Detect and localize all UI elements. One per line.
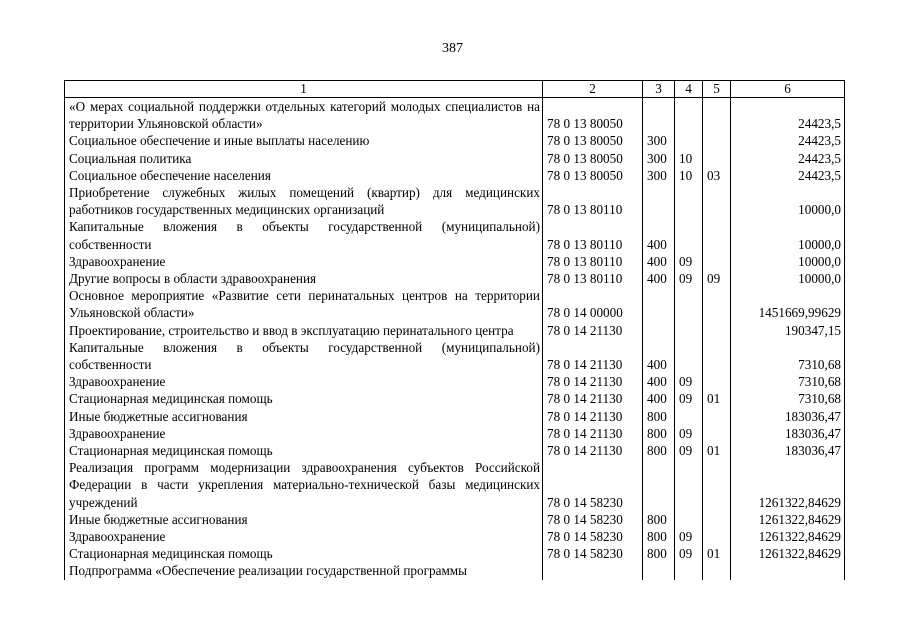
row-col-5 <box>703 132 731 149</box>
table-row <box>65 390 845 407</box>
table-row <box>65 167 845 184</box>
row-col-3: 800 <box>643 442 675 459</box>
row-name: Основное мероприятие «Развитие сети перинатальных центров на территории Ульяновской области» <box>65 287 543 321</box>
column-header-6: 6 <box>731 81 845 98</box>
row-amount: 190347,15 <box>731 322 845 339</box>
row-name: Проектирование, строительство и ввод в эксплуатацию перинатального центра <box>65 322 543 339</box>
row-col-3: 800 <box>643 511 675 528</box>
row-code: 78 0 13 80110 <box>543 218 643 252</box>
column-header-3: 3 <box>643 81 675 98</box>
row-code: 78 0 14 58230 <box>543 459 643 511</box>
row-code: 78 0 13 80050 <box>543 150 643 167</box>
row-col-3 <box>643 98 675 133</box>
row-col-4: 10 <box>675 150 703 167</box>
budget-table <box>64 80 845 580</box>
table-row <box>65 98 845 133</box>
row-col-5 <box>703 218 731 252</box>
row-col-4: 09 <box>675 270 703 287</box>
row-code: 78 0 14 00000 <box>543 287 643 321</box>
row-name: Социальное обеспечение и иные выплаты населению <box>65 132 543 149</box>
row-code: 78 0 14 58230 <box>543 528 643 545</box>
row-code: 78 0 14 58230 <box>543 545 643 562</box>
row-amount <box>731 562 845 579</box>
row-col-4 <box>675 98 703 133</box>
row-amount: 24423,5 <box>731 167 845 184</box>
row-col-4 <box>675 132 703 149</box>
column-header-1: 1 <box>65 81 543 98</box>
row-col-5 <box>703 287 731 321</box>
row-col-5 <box>703 511 731 528</box>
row-code: 78 0 14 21130 <box>543 425 643 442</box>
row-col-3 <box>643 184 675 218</box>
row-col-5: 03 <box>703 167 731 184</box>
row-code: 78 0 14 21130 <box>543 442 643 459</box>
row-code: 78 0 14 21130 <box>543 390 643 407</box>
row-code: 78 0 14 21130 <box>543 373 643 390</box>
row-amount: 24423,5 <box>731 132 845 149</box>
row-col-4 <box>675 184 703 218</box>
row-amount: 10000,0 <box>731 270 845 287</box>
row-code: 78 0 13 80050 <box>543 167 643 184</box>
row-col-5 <box>703 184 731 218</box>
row-col-5 <box>703 425 731 442</box>
row-name: Стационарная медицинская помощь <box>65 390 543 407</box>
row-amount: 24423,5 <box>731 98 845 133</box>
row-code: 78 0 14 58230 <box>543 511 643 528</box>
column-header-4: 4 <box>675 81 703 98</box>
row-col-5 <box>703 408 731 425</box>
row-col-4 <box>675 562 703 579</box>
row-col-3: 800 <box>643 425 675 442</box>
row-col-3: 400 <box>643 373 675 390</box>
row-name: Социальная политика <box>65 150 543 167</box>
row-col-5: 09 <box>703 270 731 287</box>
page-number: 387 <box>442 41 463 56</box>
table-row <box>65 287 845 321</box>
row-col-3: 300 <box>643 150 675 167</box>
row-col-5 <box>703 373 731 390</box>
table-row <box>65 218 845 252</box>
row-col-3: 400 <box>643 218 675 252</box>
row-amount: 183036,47 <box>731 425 845 442</box>
row-amount: 7310,68 <box>731 373 845 390</box>
row-amount: 1261322,84629 <box>731 511 845 528</box>
row-col-4 <box>675 511 703 528</box>
row-col-4 <box>675 459 703 511</box>
table-header-row <box>65 81 845 98</box>
row-col-4: 09 <box>675 425 703 442</box>
row-col-4 <box>675 339 703 373</box>
row-name: Приобретение служебных жилых помещений (квартир) для медицинских работников государственных медицинских организаций <box>65 184 543 218</box>
row-col-3 <box>643 287 675 321</box>
row-name: Стационарная медицинская помощь <box>65 545 543 562</box>
row-col-3: 800 <box>643 545 675 562</box>
row-col-5: 01 <box>703 442 731 459</box>
row-col-3: 400 <box>643 390 675 407</box>
row-col-3: 400 <box>643 270 675 287</box>
row-name: Здравоохранение <box>65 425 543 442</box>
row-col-3: 800 <box>643 408 675 425</box>
row-col-5 <box>703 339 731 373</box>
row-col-5 <box>703 528 731 545</box>
row-col-3: 800 <box>643 528 675 545</box>
row-col-5: 01 <box>703 390 731 407</box>
row-name: Здравоохранение <box>65 253 543 270</box>
row-name: Капитальные вложения в объекты государственной (муниципальной) собственности <box>65 339 543 373</box>
table-row <box>65 459 845 511</box>
row-code: 78 0 13 80050 <box>543 132 643 149</box>
row-col-5 <box>703 98 731 133</box>
row-col-3 <box>643 322 675 339</box>
table-row <box>65 132 845 149</box>
row-col-5: 01 <box>703 545 731 562</box>
row-amount: 10000,0 <box>731 253 845 270</box>
row-code <box>543 562 643 579</box>
row-col-4: 09 <box>675 253 703 270</box>
row-col-4: 09 <box>675 390 703 407</box>
row-name: Капитальные вложения в объекты государственной (муниципальной) собственности <box>65 218 543 252</box>
row-name: Здравоохранение <box>65 528 543 545</box>
row-code: 78 0 13 80110 <box>543 184 643 218</box>
row-col-5 <box>703 322 731 339</box>
row-amount: 183036,47 <box>731 408 845 425</box>
table-row <box>65 322 845 339</box>
row-name: «О мерах социальной поддержки отдельных категорий молодых специалистов на территории Ульяновской области» <box>65 98 543 133</box>
table-row <box>65 528 845 545</box>
row-amount: 1451669,99629 <box>731 287 845 321</box>
row-col-3 <box>643 562 675 579</box>
row-amount: 7310,68 <box>731 390 845 407</box>
row-amount: 1261322,84629 <box>731 459 845 511</box>
row-name: Иные бюджетные ассигнования <box>65 408 543 425</box>
row-col-4: 09 <box>675 373 703 390</box>
row-col-5 <box>703 253 731 270</box>
row-col-4: 10 <box>675 167 703 184</box>
row-col-3: 400 <box>643 253 675 270</box>
row-col-4 <box>675 287 703 321</box>
table-row <box>65 253 845 270</box>
row-amount: 1261322,84629 <box>731 545 845 562</box>
row-col-4 <box>675 408 703 425</box>
table-row <box>65 511 845 528</box>
row-name: Иные бюджетные ассигнования <box>65 511 543 528</box>
row-amount: 183036,47 <box>731 442 845 459</box>
row-col-3 <box>643 459 675 511</box>
row-code: 78 0 13 80110 <box>543 253 643 270</box>
row-col-3: 400 <box>643 339 675 373</box>
row-name: Подпрограмма «Обеспечение реализации государственной программы <box>65 562 543 579</box>
table-row <box>65 184 845 218</box>
table-row <box>65 562 845 579</box>
row-col-5 <box>703 150 731 167</box>
row-col-4: 09 <box>675 442 703 459</box>
row-col-5 <box>703 459 731 511</box>
row-name: Реализация программ модернизации здравоохранения субъектов Российской Федерации в части укрепления материально-технической базы медицинских учреждений <box>65 459 543 511</box>
table-row <box>65 442 845 459</box>
row-amount: 1261322,84629 <box>731 528 845 545</box>
row-code: 78 0 13 80050 <box>543 98 643 133</box>
row-amount: 24423,5 <box>731 150 845 167</box>
table-row <box>65 339 845 373</box>
table-row <box>65 150 845 167</box>
row-col-4: 09 <box>675 528 703 545</box>
column-header-2: 2 <box>543 81 643 98</box>
row-col-4 <box>675 218 703 252</box>
row-name: Социальное обеспечение населения <box>65 167 543 184</box>
row-amount: 10000,0 <box>731 184 845 218</box>
table-row <box>65 373 845 390</box>
row-col-4 <box>675 322 703 339</box>
table-row <box>65 270 845 287</box>
row-code: 78 0 14 21130 <box>543 322 643 339</box>
row-col-5 <box>703 562 731 579</box>
table-row <box>65 425 845 442</box>
column-header-5: 5 <box>703 81 731 98</box>
row-amount: 7310,68 <box>731 339 845 373</box>
row-col-4: 09 <box>675 545 703 562</box>
row-code: 78 0 14 21130 <box>543 339 643 373</box>
row-col-3: 300 <box>643 167 675 184</box>
row-code: 78 0 13 80110 <box>543 270 643 287</box>
table-body <box>65 98 845 580</box>
row-col-3: 300 <box>643 132 675 149</box>
row-code: 78 0 14 21130 <box>543 408 643 425</box>
table-row <box>65 408 845 425</box>
row-amount: 10000,0 <box>731 218 845 252</box>
row-name: Другие вопросы в области здравоохранения <box>65 270 543 287</box>
row-name: Стационарная медицинская помощь <box>65 442 543 459</box>
table-row <box>65 545 845 562</box>
row-name: Здравоохранение <box>65 373 543 390</box>
